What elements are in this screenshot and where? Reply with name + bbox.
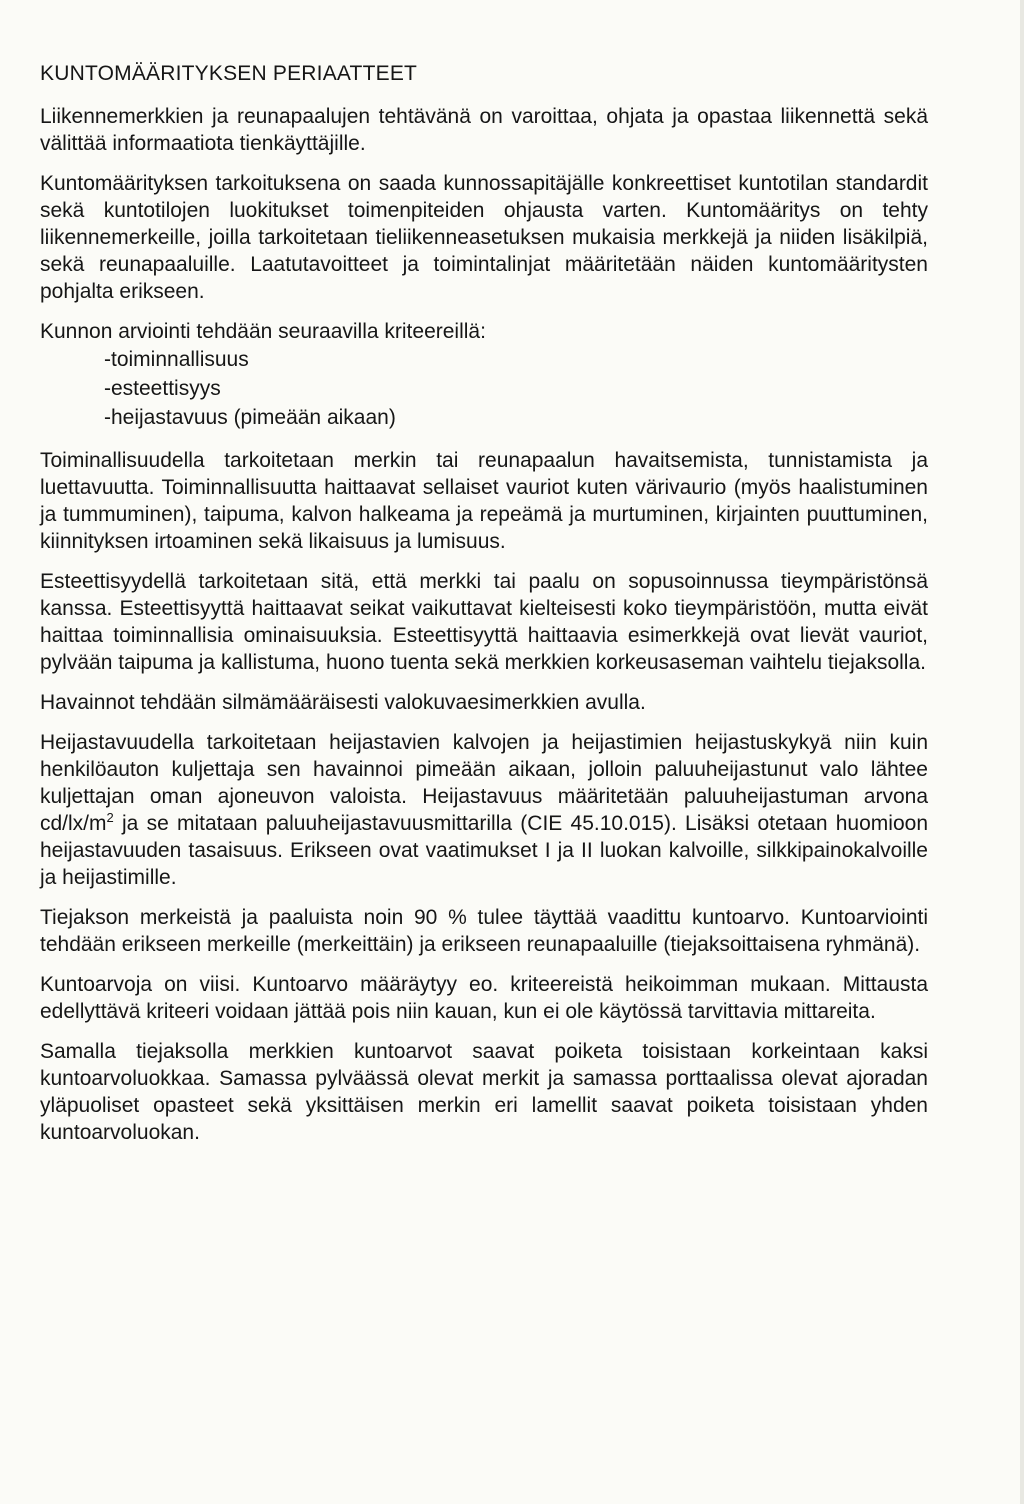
reflectivity-text-start: Heijastavuudella tarkoitetaan heijastavien kalvojen ja heijastimien heijastuskykyä niin kuin henkilöauton kuljettaja sen havainnoi pimeään aikaan, jolloin paluuheijastunut valo lähtee kuljettajan oman ajoneuvon valoista. Heijastavuus määritetään paluuheijastuman arvona cd/lx/m (40, 731, 928, 835)
criteria-intro: Kunnon arviointi tehdään seuraavilla kriteereillä: (40, 320, 486, 343)
paragraph-reflectivity (40, 729, 928, 891)
paragraph-condition-share: Tiejakson merkeistä ja paaluista noin 90 % tulee täyttää vaadittu kuntoarvo. Kuntoarviointi tehdään erikseen merkeille (merkeittäin) ja erikseen reunapaaluille (tiejaksoittaisena ryhmänä). (40, 906, 928, 956)
paragraph-functionality: Toiminallisuudella tarkoitetaan merkin tai reunapaalun havaitsemista, tunnistamista ja luettavuutta. Toiminnallisuutta haittaavat sellaiset vauriot kuten värivaurio (myös haalistuminen ja tummuminen), taipuma, kalvon halkeama ja repeämä ja murtuminen, kirjainten puuttuminen, kiinnityksen irtoaminen sekä likaisuus ja lumisuus. (40, 449, 928, 553)
paragraph-aesthetics: Esteettisyydellä tarkoitetaan sitä, että merkki tai paalu on sopusoinnussa tieympäristönsä kanssa. Esteettisyyttä haittaavat seikat vaikuttavat kielteisesti koko tieympäristöön, mutta eivät haittaa toiminnallisia ominaisuuksia. Esteettisyyttä haittaavia esimerkkejä ovat lievät vauriot, pylvään taipuma ja kallistuma, huono tuenta sekä merkkien korkeusaseman vaihtelu tiejaksolla. (40, 570, 928, 674)
paragraph-deviation: Samalla tiejaksolla merkkien kuntoarvot saavat poiketa toisistaan korkeintaan kaksi kuntoarvoluokkaa. Samassa pylväässä olevat merkit ja samassa porttaalissa olevat ajoradan yläpuoliset opasteet sekä yksittäisen merkin eri lamellit saavat poiketa toisistaan yhden kuntoarvoluokan. (40, 1040, 928, 1144)
page-edge (1020, 0, 1024, 1504)
paragraph-purpose: Liikennemerkkien ja reunapaalujen tehtävänä on varoittaa, ohjata ja opastaa liikennettä sekä välittää informaatiota tienkäyttäjille. (40, 105, 928, 155)
page-title: KUNTOMÄÄRITYKSEN PERIAATTEET (40, 62, 418, 85)
criteria-item: -heijastavuus (pimeään aikaan) (104, 406, 396, 429)
criteria-list (40, 345, 928, 432)
document-page (40, 60, 928, 1159)
criteria-section (40, 318, 928, 432)
unit-superscript: 2 (106, 810, 114, 825)
paragraph-condition-values: Kuntoarvoja on viisi. Kuntoarvo määräytyy eo. kriteereistä heikoimman mukaan. Mittausta edellyttävä kriteeri voidaan jättää pois niin kauan, kun ei ole käytössä tarvittavia mittareita. (40, 973, 928, 1023)
reflectivity-text-end: ja se mitataan paluuheijastavuusmittarilla (CIE 45.10.015). Lisäksi otetaan huomioon heijastavuuden tasaisuus. Erikseen ovat vaatimukset I ja II luokan kalvoille, silkkipainokalvoille ja heijastimille. (40, 812, 928, 889)
criteria-item: -esteettisyys (104, 377, 221, 400)
paragraph-goal: Kuntomäärityksen tarkoituksena on saada kunnossapitäjälle konkreettiset kuntotilan standardit sekä kuntotilojen luokitukset toimenpiteiden ohjausta varten. Kuntomääritys on tehty liikennemerkeille, joilla tarkoitetaan tieliikenneasetuksen mukaisia merkkejä ja niiden lisäkilpiä, sekä reunapaaluille. Laatutavoitteet ja toimintalinjat määritetään näiden kuntomääritysten pohjalta erikseen. (40, 172, 928, 303)
criteria-item: -toiminnallisuus (104, 348, 249, 371)
paragraph-observations: Havainnot tehdään silmämääräisesti valokuvaesimerkkien avulla. (40, 691, 646, 714)
